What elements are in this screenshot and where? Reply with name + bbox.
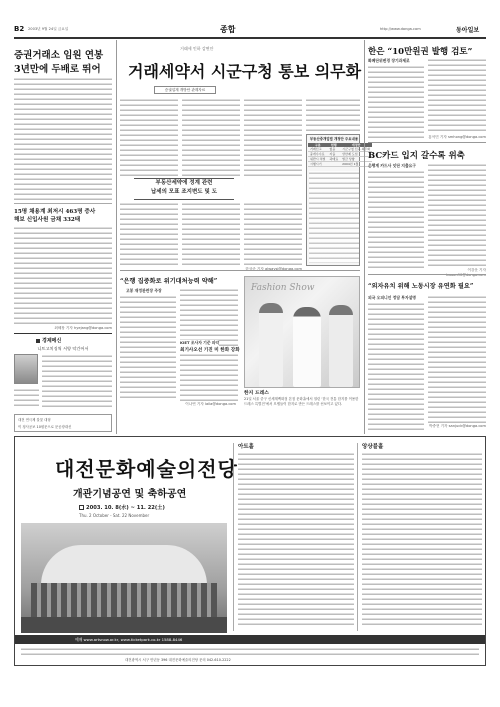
right-3-label: 외국 오피니언 정담 투자설명: [368, 295, 416, 300]
table-row: 거래신고 없음 시군구청 신고 의무화: [310, 147, 371, 151]
mid-1-byline: 이나연 기자 laila@donga.com: [185, 402, 236, 406]
ad-address: 대전광역시 서구 만년동 396 대전문화예술의전당 문의 042-610-2222: [125, 658, 231, 662]
column-footer: [14, 414, 112, 432]
mid-1-body-a: [120, 295, 176, 401]
column-title: 니트고치징씩 서양 악간어서: [37, 346, 89, 351]
left-body-2: [14, 226, 112, 324]
mid-2-headline: 최기사오선 기진 미 한화 강화: [180, 348, 240, 353]
right-1-headline: 한은 “10만원권 발행 검토”: [368, 47, 473, 57]
ad-dates: 2003. 10. 8(水) ~ 11. 22(土): [79, 503, 165, 511]
left-sub-headline-2: 해보 신입사원 금채 332태: [14, 217, 81, 223]
main-kicker: 거래세 인하 감면안: [180, 46, 214, 51]
right-story-3: [368, 278, 486, 434]
table-title: 부동산중개업법 개정안 주요내용: [309, 137, 359, 141]
caption-text: 21일 서울 중구 신세계백화점 본점 문화홀에서 열린 ‘한국 전통 한지를 이용한 드레스 특별전’에서 모델들이 한지로 만든 드레스를 선보이고 있다.: [244, 397, 359, 406]
right-1-body-b: [428, 58, 486, 134]
calendar-icon: [79, 505, 84, 510]
right-2-headline: BC카드 입지 갈수록 위축: [368, 151, 465, 161]
right-story-1: [368, 40, 486, 140]
right-3-body-a: [368, 302, 424, 430]
hall-label-1: 아트홀: [238, 444, 254, 450]
right-2-body-b: [428, 163, 486, 268]
column-badge: 경제메신: [36, 337, 61, 344]
model-figure-1: [259, 303, 283, 387]
main-body-4: [306, 98, 360, 132]
ad-contact[interactable]: 예매 www.artsnow.or.kr, www.ticketpark.co.kr 1588-8446: [75, 637, 183, 642]
right-2-body-a: [368, 170, 424, 268]
main-body-5: [120, 202, 178, 266]
main-body-6: [182, 202, 240, 266]
fashion-photo: [244, 276, 360, 388]
mid-1-label: 고봉 재정관련장 주장: [126, 288, 162, 293]
right-2-label: 은행계 카드사 잇단 지출요구: [368, 163, 416, 168]
caption-title: 한지 드레스: [244, 390, 269, 396]
ad-subtitle: 개관기념공연 및 축하공연: [73, 489, 187, 500]
right-1-body-a: [368, 65, 424, 139]
footer-line-2: 이 청사공보 10원문으로 문공장대신: [18, 425, 72, 429]
main-byline: 한상준 기자 alwaysj@donga.com: [245, 267, 302, 271]
right-story-2: [368, 146, 486, 266]
hall-label-2: 앙상블홀: [362, 444, 384, 450]
main-body-1: [120, 98, 178, 176]
sponsor-list: [21, 647, 479, 659]
table-row: 위반시 처벌 과태료 벌금 상향: [308, 157, 372, 162]
model-figure-2: [293, 307, 321, 387]
main-tag: 증권업계 개방안 관계자료: [154, 86, 216, 94]
left-headline-2: 3년만에 두배로 뛰어: [14, 64, 101, 75]
pull-quote: 부동산세약에 정계 관련 납세의 모표 조지변도 및 도: [134, 178, 234, 200]
hall-program-1: [233, 443, 353, 631]
paper-url[interactable]: http://www.donga.com: [380, 27, 421, 31]
left-story: [14, 40, 112, 433]
column-box: [14, 333, 112, 433]
section-title: 종합: [220, 25, 236, 34]
mid-story-1: [120, 274, 240, 336]
hall-program-2: [357, 443, 483, 631]
masthead: [14, 24, 486, 35]
photo-tagline: Fashion Show: [251, 283, 315, 293]
table-row: 중개수수료 자율 상한제 도입: [308, 152, 372, 157]
law-table: [306, 134, 371, 266]
masthead-rule: [14, 37, 486, 39]
left-byline: 최혜장 기자 hyejang@donga.com: [54, 326, 112, 330]
photo-caption: [244, 390, 360, 430]
right-3-body-b: [428, 295, 486, 423]
model-figure-3: [329, 305, 353, 387]
left-headline-1: 증권거래소 임원 연봉: [14, 50, 104, 61]
footer-line-1: 대전 연극제 불꽃 대형: [18, 418, 51, 422]
main-body-7: [244, 202, 302, 266]
building-image: [21, 523, 227, 633]
ad-title[interactable]: 대전문화예술의전당: [55, 457, 238, 481]
main-body-2: [182, 98, 240, 176]
main-story: [120, 40, 371, 271]
right-2-byline: 이강운 기자 kwoon90@donga.com: [446, 268, 486, 277]
right-1-byline: 홍석민 기자 smhong@donga.com: [428, 135, 486, 139]
mid-1-headline: “은행 집중화로 위기대처능력 약해”: [120, 278, 218, 285]
table-body: [308, 143, 372, 167]
left-sub-headline-1: 15명 채용계 최저시 463명 증사: [14, 209, 96, 215]
mid-story-2: [120, 398, 240, 434]
badge-square-icon: [36, 339, 40, 343]
right-1-label: 화폐단위변경 장기과제로: [368, 58, 410, 63]
ad-dates-en: Thu. 2 October - Sat. 22 November: [79, 513, 150, 518]
column-body: [42, 354, 112, 409]
left-body-1: [14, 77, 112, 201]
issue-date: 2003년 9월 24일 금요일: [28, 27, 69, 31]
main-headline: 거래세약서 시군구청 통보 의무화: [128, 62, 362, 81]
table-row: 구분 현행 개정안: [308, 143, 372, 147]
ad-contact-bar: [15, 635, 485, 644]
columnist-photo: [14, 354, 38, 384]
arts-center-ad: [14, 436, 486, 666]
main-body-3: [244, 98, 302, 176]
mid-2-label: KIET 조사자 기준 파악: [180, 340, 220, 345]
right-3-headline: “외자유치 위해 노동시장 유연화 필요”: [368, 283, 474, 290]
paper-name: 동아일보: [456, 27, 480, 34]
page-number: B2: [14, 25, 25, 33]
right-3-byline: 박중현 기자 sanjuck@donga.com: [429, 424, 486, 428]
table-row: 시행시기 2004년 1월: [308, 162, 372, 167]
